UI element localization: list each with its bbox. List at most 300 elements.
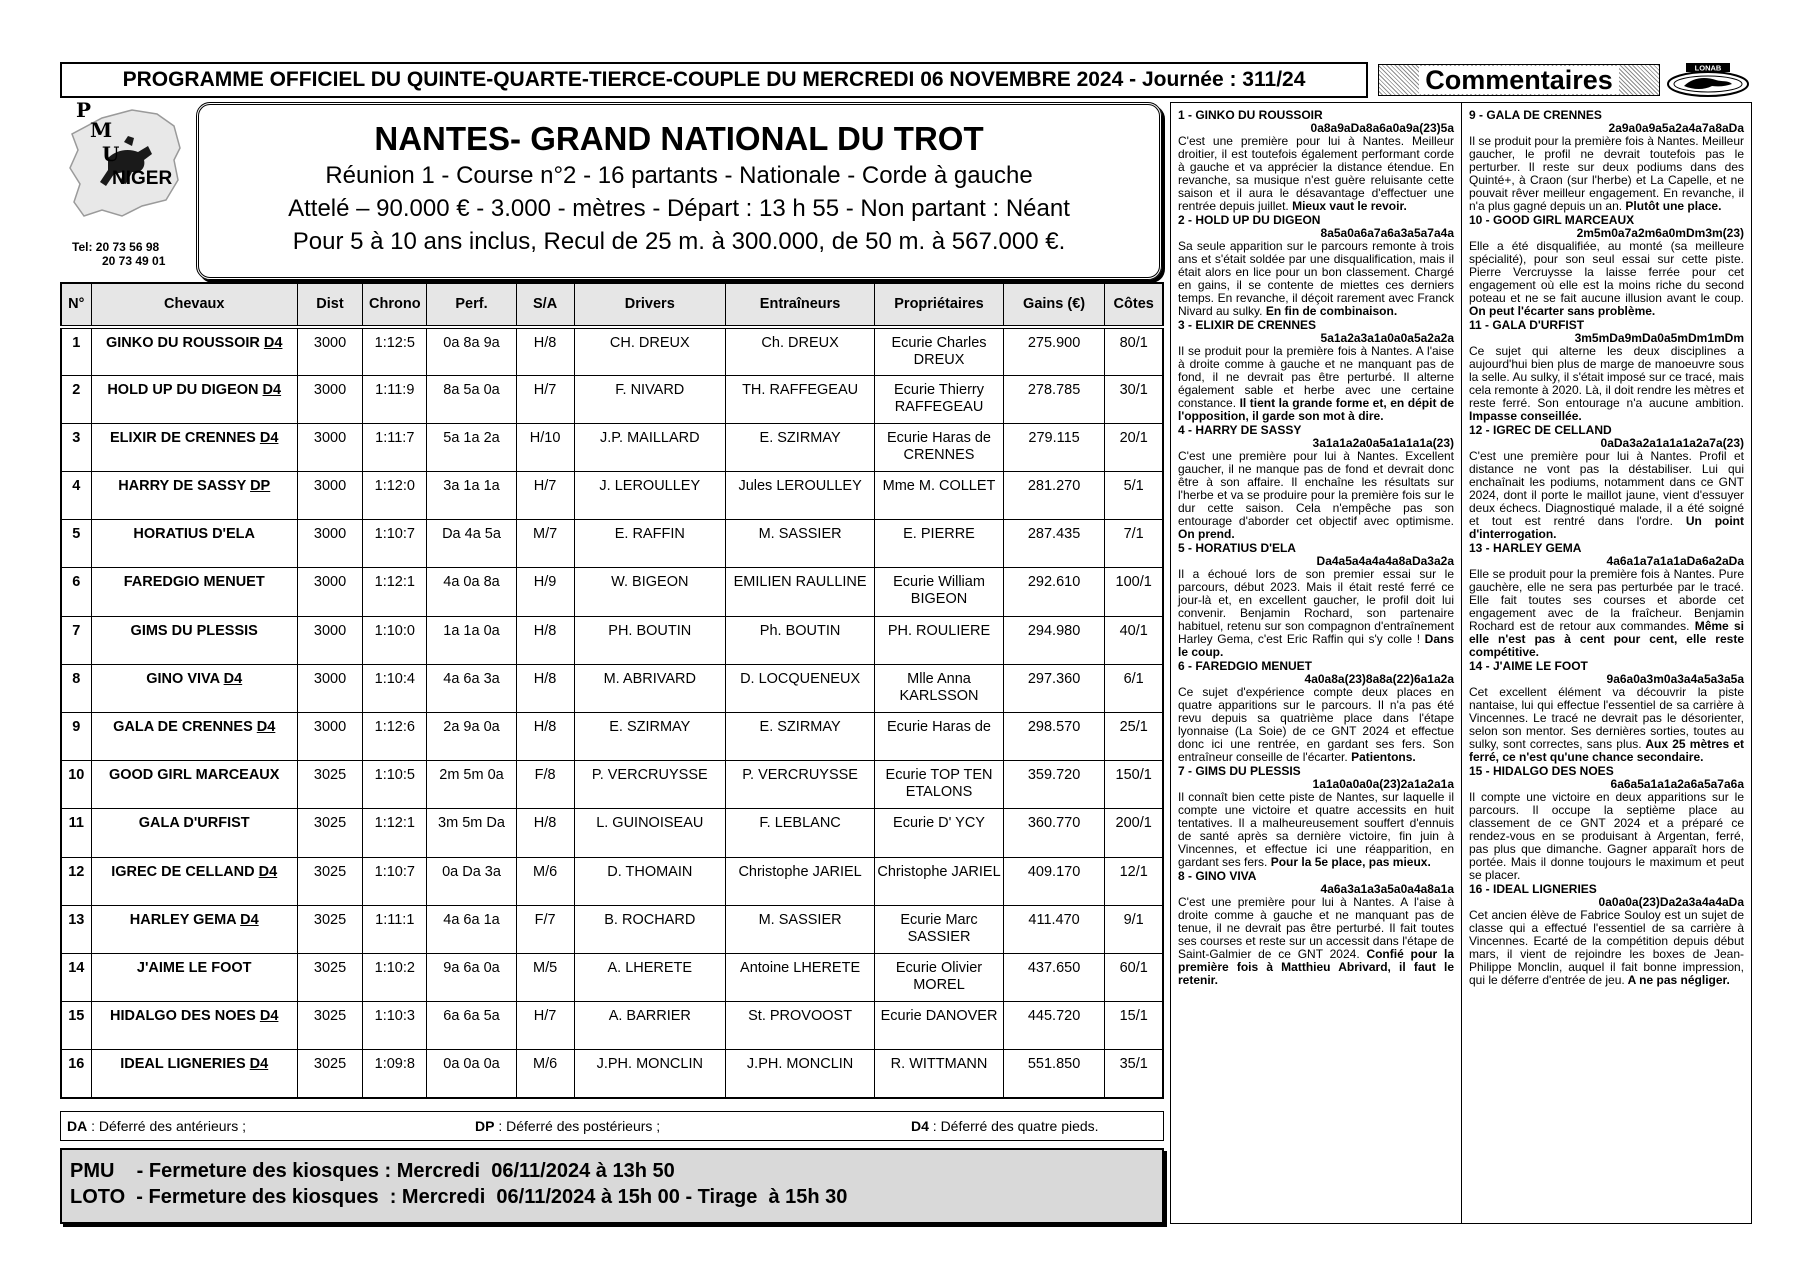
comments-column-left	[1171, 103, 1461, 1223]
cell-owner: Ecurie Haras de CRENNES	[875, 423, 1004, 471]
cell-cote: 35/1	[1105, 1050, 1163, 1098]
horse-name: GALA DE CRENNES	[113, 719, 253, 735]
cell-cote: 100/1	[1105, 568, 1163, 616]
comment-title: 10 - GOOD GIRL MARCEAUX	[1469, 213, 1635, 227]
race-title: NANTES- GRAND NATIONAL DU TROT	[374, 120, 984, 157]
cell-perf: Da 4a 5a	[427, 520, 516, 568]
cell-perf: 3m 5m Da	[427, 809, 516, 857]
comment-music: 6a6a5a1a1a2a6a5a7a6a	[1610, 777, 1744, 791]
comment-music: 9a6a0a3m0a3a4a5a3a5a	[1606, 672, 1744, 686]
horse-name: ELIXIR DE CRENNES	[110, 429, 256, 446]
comment-body: C'est une première pour lui à Nantes. Excellent gaucher, il ne manque pas de fond et devrait donc être à son affaire. Il enchaîne les résultats sur l'herbe et va se produire pour la première fois sur le dur cette saison. Cela n'empêche pas son entourage d'aborder cet objectif avec optimisme.	[1178, 449, 1454, 528]
comment-body: Il compte une victoire en deux apparitions sur le parcours. Il occupe la septième place au classement de ce GNT 2024 et a préparé ce rendez-vous en se produisant à Argentan, ferré, pas plus que dimanche. Gagner apparaît hors de portée. Mais il donne toujours le maximum et peut se placer.	[1469, 790, 1744, 882]
cell-cote: 60/1	[1105, 953, 1163, 1001]
comment-music: 4a6a1a7a1a1aDa6a2aDa	[1606, 554, 1744, 568]
cell-horse	[91, 520, 297, 568]
cell-num: 8	[61, 664, 91, 712]
comment-text	[1178, 791, 1454, 869]
cell-driver: E. RAFFIN	[574, 520, 725, 568]
cell-chrono: 1:10:3	[363, 1002, 427, 1050]
cell-driver: D. THOMAIN	[574, 857, 725, 905]
shoeing-code: D4	[249, 1056, 269, 1073]
cell-perf: 0a Da 3a	[427, 857, 516, 905]
cell-horse	[91, 1002, 297, 1050]
cell-perf: 0a 0a 0a	[427, 1050, 516, 1098]
table-row	[61, 713, 1163, 761]
race-line-3: Pour 5 à 10 ans inclus, Recul de 25 m. à 300.000, de 50 m. à 567.000 €.	[292, 228, 1066, 255]
cell-sa: H/8	[516, 616, 574, 664]
cell-num: 9	[61, 713, 91, 761]
comment-body: Ce sujet qui alterne les deux disciplines a aujourd'hui bien plus de marge de manoeuvre sous la selle. Au sulky, il s'était imposé sur ce tracé, mais cela remonte à 2020. Là, il doit rendre les mètres et reste ferré. Son entourage n'a aucune ambition.	[1469, 344, 1744, 410]
cell-gains: 551.850	[1003, 1050, 1105, 1098]
shoeing-code: DP	[250, 478, 271, 495]
comments-column-right	[1461, 103, 1751, 1223]
cell-trainer: Ch. DREUX	[725, 327, 874, 375]
cell-chrono: 1:10:7	[363, 520, 427, 568]
cell-cote: 15/1	[1105, 1002, 1163, 1050]
cell-owner: Ecurie Olivier MOREL	[875, 953, 1004, 1001]
cell-trainer: Antoine LHERETE	[725, 953, 874, 1001]
table-row	[61, 327, 1163, 375]
cell-gains: 292.610	[1003, 568, 1105, 616]
cell-dist: 3000	[297, 616, 362, 664]
cell-driver: F. NIVARD	[574, 375, 725, 423]
table-row	[61, 664, 1163, 712]
cell-owner: Ecurie Haras de	[875, 713, 1004, 761]
legend-dp: DP : Déferré des postérieurs ;	[475, 1118, 661, 1134]
comment-body: Elle se produit pour la première fois à Nantes. Pure gauchère, elle ne sera pas perturbée par le tracé. Elle fait toutes ses courses et aborde cet engagement avec de la fraîcheur. Benjamin Rochard est de retour aux commandes.	[1469, 567, 1744, 633]
horse-name: HORATIUS D'ELA	[133, 526, 255, 543]
comment-entry	[1469, 109, 1744, 213]
cell-owner: Ecurie William BIGEON	[875, 568, 1004, 616]
cell-owner: Mlle Anna KARLSSON	[875, 664, 1004, 712]
shoeing-code: D4	[263, 335, 283, 351]
cell-gains: 287.435	[1003, 520, 1105, 568]
legend-da: DA : Déferré des antérieurs ;	[67, 1118, 246, 1134]
cell-sa: H/8	[516, 809, 574, 857]
comment-verdict: A ne pas négliger.	[1624, 973, 1730, 987]
lonab-badge	[1664, 62, 1752, 98]
cell-driver: A. BARRIER	[574, 1002, 725, 1050]
cell-sa: M/5	[516, 953, 574, 1001]
cell-trainer: Christophe JARIEL	[725, 857, 874, 905]
cell-perf: 9a 6a 0a	[427, 953, 516, 1001]
cell-num: 11	[61, 809, 91, 857]
comment-body: Il connaît bien cette piste de Nantes, sur laquelle il compte une victoire et quatre accessits en huit tentatives. Il a malheureusement souffert d'ennuis de santé après sa dernière victoire, fin juin à Vincennes, et effectue ici une réapparition, en gardant ses fers.	[1178, 790, 1454, 869]
comment-entry	[1178, 660, 1454, 764]
cell-gains: 360.770	[1003, 809, 1105, 857]
comment-body: Il se produit pour la première fois à Nantes. A l'aise à droite comme à gauche et ne manquant pas de fond, il ne devrait pas être perturbé. Il alterne également sable et herbe avec une certaine constance.	[1178, 344, 1454, 410]
comment-body: Ce sujet d'expérience compte deux places en quatre apparitions sur le parcours. Il n'a pas été revu depuis sa quatrième place dans l'étape lyonnaise (La Soie) de ce GNT 2024 et effectue donc ici une rentrée, en gardant ses fers. Son entraîneur conseille de l'écarter.	[1178, 685, 1454, 764]
comment-music: 3m5mDa9mDa0a5mDm1mDm	[1574, 331, 1744, 345]
cell-num: 1	[61, 327, 91, 375]
cell-trainer: Ph. BOUTIN	[725, 616, 874, 664]
cell-trainer: D. LOCQUENEUX	[725, 664, 874, 712]
cell-horse	[91, 953, 297, 1001]
cell-owner: Ecurie D' YCY	[875, 809, 1004, 857]
cell-cote: 5/1	[1105, 472, 1163, 520]
table-row	[61, 905, 1163, 953]
comment-body: Sa seule apparition sur le parcours remonte à trois ans et s'était soldée par une disqualification, mais il était alors en lice pour un bon classement. Chargé en gains, il se contente de miettes ces derniers temps. En revanche, il déçoit rarement avec Franck Nivard au sulky.	[1178, 239, 1454, 318]
cell-trainer: P. VERCRUYSSE	[725, 761, 874, 809]
cell-horse	[91, 375, 297, 423]
comment-verdict: Plutôt une place.	[1622, 199, 1722, 213]
comment-verdict: En fin de combinaison.	[1262, 304, 1398, 318]
cell-cote: 30/1	[1105, 375, 1163, 423]
cell-perf: 4a 0a 8a	[427, 568, 516, 616]
comment-title: 7 - GIMS DU PLESSIS	[1178, 764, 1301, 778]
cell-driver: E. SZIRMAY	[574, 713, 725, 761]
cell-driver: M. ABRIVARD	[574, 664, 725, 712]
comment-entry	[1178, 214, 1454, 318]
cell-num: 12	[61, 857, 91, 905]
cell-cote: 20/1	[1105, 423, 1163, 471]
comment-verdict: Un point d'interrogation.	[1469, 514, 1745, 541]
cell-sa: M/6	[516, 1050, 574, 1098]
comment-text	[1178, 240, 1454, 318]
comment-text	[1469, 791, 1744, 882]
cell-cote: 12/1	[1105, 857, 1163, 905]
comment-title: 11 - GALA D'URFIST	[1469, 318, 1585, 332]
cell-chrono: 1:10:4	[363, 664, 427, 712]
cell-gains: 409.170	[1003, 857, 1105, 905]
cell-owner: Ecurie Charles DREUX	[875, 327, 1004, 375]
horse-name: HIDALGO DES NOES	[110, 1008, 256, 1025]
comment-verdict: Dans le coup.	[1178, 632, 1454, 659]
shoeing-code: D4	[262, 381, 282, 398]
logo-letter-p: P	[76, 98, 92, 122]
cell-chrono: 1:10:2	[363, 953, 427, 1001]
cell-num: 14	[61, 953, 91, 1001]
cell-chrono: 1:11:7	[363, 423, 427, 471]
legend-d4: D4 : Déferré des quatre pieds.	[911, 1118, 1099, 1134]
cell-horse	[91, 905, 297, 953]
cell-sa: H/8	[516, 327, 574, 375]
table-row	[61, 375, 1163, 423]
cell-cote: 7/1	[1105, 520, 1163, 568]
cell-driver: CH. DREUX	[574, 327, 725, 375]
cell-driver: L. GUINOISEAU	[574, 809, 725, 857]
cell-dist: 3025	[297, 905, 362, 953]
comment-verdict: Impasse conseillée.	[1469, 409, 1582, 423]
cell-dist: 3025	[297, 809, 362, 857]
cell-owner: E. PIERRE	[875, 520, 1004, 568]
cell-num: 3	[61, 423, 91, 471]
cell-sa: H/9	[516, 568, 574, 616]
comment-title: 16 - IDEAL LIGNERIES	[1469, 882, 1597, 896]
cell-dist: 3025	[297, 953, 362, 1001]
horse-name: J'AIME LE FOOT	[136, 959, 252, 976]
cell-num: 13	[61, 905, 91, 953]
horse-name: GOOD GIRL MARCEAUX	[108, 767, 280, 784]
comments-header-label: Commentaires	[1419, 66, 1619, 94]
comment-title: 13 - HARLEY GEMA	[1469, 541, 1582, 555]
table-header-row	[61, 283, 1163, 327]
comment-text	[1178, 568, 1454, 659]
horse-name: GINO VIVA	[146, 670, 220, 687]
cell-cote: 9/1	[1105, 905, 1163, 953]
horse-name: HARLEY GEMA	[129, 911, 237, 928]
closing-pmu: PMU - Fermeture des kiosques : Mercredi 06/11/2024 à 13h 50	[70, 1160, 675, 1182]
table-row	[61, 520, 1163, 568]
cell-num: 6	[61, 568, 91, 616]
tel-line-2: 20 73 49 01	[102, 254, 166, 268]
comment-title: 2 - HOLD UP DU DIGEON	[1178, 213, 1321, 227]
shoeing-legend	[60, 1111, 1164, 1141]
logo-letter-m: M	[90, 118, 113, 142]
horse-name: GIMS DU PLESSIS	[130, 622, 258, 639]
comment-title: 9 - GALA DE CRENNES	[1469, 108, 1602, 122]
cell-sa: F/8	[516, 761, 574, 809]
cell-dist: 3000	[297, 713, 362, 761]
cell-trainer: Jules LEROULLEY	[725, 472, 874, 520]
cell-horse	[91, 616, 297, 664]
cell-num: 2	[61, 375, 91, 423]
comment-entry	[1178, 109, 1454, 213]
tel-line-1: Tel: 20 73 56 98	[72, 240, 160, 254]
comment-music: 4a0a8a(23)8a8a(22)6a1a2a	[1304, 672, 1454, 686]
cell-sa: M/6	[516, 857, 574, 905]
shoeing-code: D4	[240, 911, 259, 928]
horse-name: IGREC DE CELLAND	[111, 863, 255, 880]
cell-num: 7	[61, 616, 91, 664]
cell-driver: J.P. MAILLARD	[574, 423, 725, 471]
cell-cote: 40/1	[1105, 616, 1163, 664]
logo-letter-u: U	[102, 142, 120, 166]
cell-chrono: 1:12:6	[363, 713, 427, 761]
comment-text	[1469, 450, 1744, 541]
cell-cote: 80/1	[1105, 327, 1163, 375]
comment-title: 8 - GINO VIVA	[1178, 869, 1257, 883]
comment-music: 0a0a0a(23)Da2a3a4a4aDa	[1598, 895, 1744, 909]
cell-dist: 3000	[297, 520, 362, 568]
cell-chrono: 1:11:1	[363, 905, 427, 953]
cell-gains: 278.785	[1003, 375, 1105, 423]
cell-gains: 411.470	[1003, 905, 1105, 953]
program-title-text: PROGRAMME OFFICIEL DU QUINTE-QUARTE-TIERCE-COUPLE DU MERCREDI 06 NOVEMBRE 2024 - Journée : 311/24	[122, 68, 1306, 91]
comment-entry	[1469, 424, 1744, 541]
shoeing-code: D4	[259, 429, 279, 446]
cell-perf: 5a 1a 2a	[427, 423, 516, 471]
comment-title: 3 - ELIXIR DE CRENNES	[1178, 318, 1317, 332]
comments-panel	[1170, 102, 1752, 1224]
comment-verdict: On peut l'écarter sans problème.	[1469, 304, 1656, 318]
closing-info-box	[60, 1148, 1164, 1224]
cell-sa: H/10	[516, 423, 574, 471]
cell-cote: 25/1	[1105, 713, 1163, 761]
cell-owner: Ecurie TOP TEN ETALONS	[875, 761, 1004, 809]
comment-music: Da4a5a4a4a4a8aDa3a2a	[1316, 554, 1454, 568]
cell-trainer: EMILIEN RAULLINE	[725, 568, 874, 616]
cell-cote: 6/1	[1105, 664, 1163, 712]
comment-title: 15 - HIDALGO DES NOES	[1469, 764, 1614, 778]
comment-title: 4 - HARRY DE SASSY	[1178, 423, 1302, 437]
cell-dist: 3000	[297, 327, 362, 375]
cell-horse	[91, 713, 297, 761]
cell-gains: 437.650	[1003, 953, 1105, 1001]
cell-cote: 200/1	[1105, 809, 1163, 857]
cell-driver: A. LHERETE	[574, 953, 725, 1001]
comment-entry	[1469, 660, 1744, 764]
comment-text	[1469, 686, 1744, 764]
horse-name: HARRY DE SASSY	[118, 478, 247, 495]
cell-num: 5	[61, 520, 91, 568]
comment-entry	[1469, 214, 1744, 318]
cell-horse	[91, 327, 297, 375]
cell-driver: J.PH. MONCLIN	[574, 1050, 725, 1098]
cell-chrono: 1:10:7	[363, 857, 427, 905]
cell-chrono: 1:11:9	[363, 375, 427, 423]
cell-dist: 3000	[297, 375, 362, 423]
comment-text	[1178, 896, 1454, 987]
cell-sa: H/8	[516, 664, 574, 712]
comment-body: Il se produit pour la première fois à Nantes. Meilleur gaucher, le profil ne devrait toutefois pas le perturber. Il reste sur deux podiums dans des Quinté+, à Craon (sur l'herbe) et La Capelle, et ne pouvait rêver meilleur engagement. En revanche, il n'a plus gagné depuis un an.	[1469, 134, 1744, 213]
comment-text	[1469, 909, 1744, 987]
comment-title: 6 - FAREDGIO MENUET	[1178, 659, 1313, 673]
cell-horse	[91, 857, 297, 905]
shoeing-code: D4	[256, 719, 276, 735]
col-header: S/A	[516, 283, 574, 327]
comment-text	[1469, 345, 1744, 423]
comment-text	[1469, 135, 1744, 213]
cell-chrono: 1:09:8	[363, 1050, 427, 1098]
comment-title: 1 - GINKO DU ROUSSOIR	[1178, 108, 1323, 122]
col-header: Côtes	[1105, 283, 1163, 327]
comment-music: 5a1a2a3a1a0a0a5a2a2a	[1320, 331, 1454, 345]
cell-owner: Ecurie Thierry RAFFEGEAU	[875, 375, 1004, 423]
shoeing-code: D4	[223, 670, 243, 687]
table-row	[61, 472, 1163, 520]
cell-driver: PH. BOUTIN	[574, 616, 725, 664]
cell-perf: 2a 9a 0a	[427, 713, 516, 761]
comment-text	[1469, 568, 1744, 659]
cell-chrono: 1:10:5	[363, 761, 427, 809]
cell-trainer: J.PH. MONCLIN	[725, 1050, 874, 1098]
cell-trainer: M. SASSIER	[725, 905, 874, 953]
col-header: Drivers	[574, 283, 725, 327]
comment-body: Cet excellent élément va découvrir la piste nantaise, lui qui effectue l'essentiel de sa carrière à Vincennes. Le tracé ne devrait pas le désorienter, selon son mentor. Ses dernières sorties, toutes au sulky, sont correctes, sans plus.	[1469, 685, 1744, 751]
cell-trainer: E. SZIRMAY	[725, 713, 874, 761]
cell-perf: 4a 6a 3a	[427, 664, 516, 712]
cell-perf: 8a 5a 0a	[427, 375, 516, 423]
cell-chrono: 1:12:0	[363, 472, 427, 520]
table-row	[61, 857, 1163, 905]
cell-perf: 1a 1a 0a	[427, 616, 516, 664]
comment-music: 0aDa3a2a1a1a1a2a7a(23)	[1600, 436, 1744, 450]
comment-entry	[1469, 319, 1744, 423]
shoeing-code: D4	[258, 863, 278, 880]
comment-entry	[1178, 542, 1454, 659]
cell-trainer: TH. RAFFEGEAU	[725, 375, 874, 423]
comment-entry	[1178, 870, 1454, 987]
comment-verdict: Confié pour la première fois à Matthieu Abrivard, il faut le retenir.	[1178, 947, 1455, 987]
cell-dist: 3000	[297, 423, 362, 471]
cell-horse	[91, 568, 297, 616]
cell-trainer: E. SZIRMAY	[725, 423, 874, 471]
comment-body: Cet ancien élève de Fabrice Souloy est un sujet de classe qui a effectué l'essentiel de sa carrière à Vincennes. Ecarté de la compétition depuis début mars, il vient de rejoindre les boxes de Jean-Philippe Monclin, auquel il fait bonne impression, qui le déferre d'entrée de jeu.	[1469, 908, 1744, 987]
race-line-2: Attelé – 90.000 € - 3.000 - mètres - Départ : 13 h 55 - Non partant : Néant	[288, 195, 1070, 222]
col-header: Propriétaires	[875, 283, 1004, 327]
comment-entry	[1469, 765, 1744, 882]
comment-music: 4a6a3a1a3a5a0a4a8a1a	[1320, 882, 1454, 896]
comment-verdict: Même si elle n'est pas à cent pour cent, elle reste compétitive.	[1469, 619, 1744, 659]
lonab-badge-text: LONAB	[1694, 63, 1722, 73]
col-header: Dist	[297, 283, 362, 327]
horse-name: GALA D'URFIST	[138, 815, 250, 832]
comment-entry	[1469, 542, 1744, 659]
pmu-niger-logo	[62, 98, 192, 238]
cell-dist: 3025	[297, 1050, 362, 1098]
comment-music: 2m5m0a7a2m6a0mDm3m(23)	[1576, 226, 1744, 240]
cell-trainer: F. LEBLANC	[725, 809, 874, 857]
comment-body: C'est une première pour lui à Nantes. Meilleur droitier, il est toutefois également performant corde à gauche et va apprécier la distance étendue. En revanche, sa musique n'est guère reluisante cette saison et il aura le désavantage d'effectuer une rentrée depuis juillet.	[1178, 134, 1454, 213]
cell-sa: H/7	[516, 472, 574, 520]
cell-num: 15	[61, 1002, 91, 1050]
table-row	[61, 1050, 1163, 1098]
comment-title: 5 - HORATIUS D'ELA	[1178, 541, 1296, 555]
comment-text	[1178, 450, 1454, 541]
cell-sa: H/8	[516, 713, 574, 761]
cell-driver: B. ROCHARD	[574, 905, 725, 953]
table-row	[61, 568, 1163, 616]
cell-gains: 279.115	[1003, 423, 1105, 471]
cell-owner: Mme M. COLLET	[875, 472, 1004, 520]
cell-dist: 3025	[297, 1002, 362, 1050]
comment-music: 3a1a1a2a0a5a1a1a1a(23)	[1312, 436, 1454, 450]
cell-owner: Christophe JARIEL	[875, 857, 1004, 905]
cell-chrono: 1:12:1	[363, 809, 427, 857]
horse-emblem-icon	[1664, 62, 1752, 98]
cell-owner: Ecurie DANOVER	[875, 1002, 1004, 1050]
comment-entry	[1178, 765, 1454, 869]
cell-dist: 3000	[297, 664, 362, 712]
cell-gains: 298.570	[1003, 713, 1105, 761]
col-header: Chrono	[363, 283, 427, 327]
cell-driver: J. LEROULLEY	[574, 472, 725, 520]
cell-gains: 281.270	[1003, 472, 1105, 520]
comment-entry	[1178, 424, 1454, 541]
cell-sa: M/7	[516, 520, 574, 568]
cell-owner: R. WITTMANN	[875, 1050, 1004, 1098]
cell-num: 10	[61, 761, 91, 809]
cell-driver: P. VERCRUYSSE	[574, 761, 725, 809]
table-row	[61, 761, 1163, 809]
closing-loto: LOTO - Fermeture des kiosques : Mercredi 06/11/2024 à 15h 00 - Tirage à 15h 30	[70, 1186, 848, 1208]
race-line-1: Réunion 1 - Course n°2 - 16 partants - Nationale - Corde à gauche	[325, 162, 1033, 189]
horse-name: GINKO DU ROUSSOIR	[105, 335, 260, 351]
telephone-numbers	[72, 240, 192, 268]
cell-perf: 6a 6a 5a	[427, 1002, 516, 1050]
comment-body: C'est une première pour lui à Nantes. Profil et distance ne vont pas la déstabiliser. Lui qui enchaînait les podiums, notamment dans ce GNT 2024, dont il porte le maillot jaune, vient d'essuyer deux échecs. Diagnostiqué malade, il a été soigné et tout est rentré dans l'ordre.	[1469, 449, 1744, 528]
col-header: Gains (€)	[1003, 283, 1105, 327]
cell-num: 4	[61, 472, 91, 520]
col-header: Entraîneurs	[725, 283, 874, 327]
col-header: Perf.	[427, 283, 516, 327]
comment-text	[1469, 240, 1744, 318]
comment-text	[1178, 686, 1454, 764]
table-row	[61, 953, 1163, 1001]
logo-niger-word: NIGER	[112, 168, 173, 189]
cell-perf: 3a 1a 1a	[427, 472, 516, 520]
comment-music: 1a1a0a0a0a(23)2a1a2a1a	[1312, 777, 1454, 791]
cell-horse	[91, 472, 297, 520]
comments-header	[1378, 64, 1660, 96]
cell-sa: F/7	[516, 905, 574, 953]
horse-name: FAREDGIO MENUET	[123, 574, 265, 591]
cell-trainer: St. PROVOOST	[725, 1002, 874, 1050]
comment-text	[1178, 345, 1454, 423]
cell-perf: 2m 5m 0a	[427, 761, 516, 809]
